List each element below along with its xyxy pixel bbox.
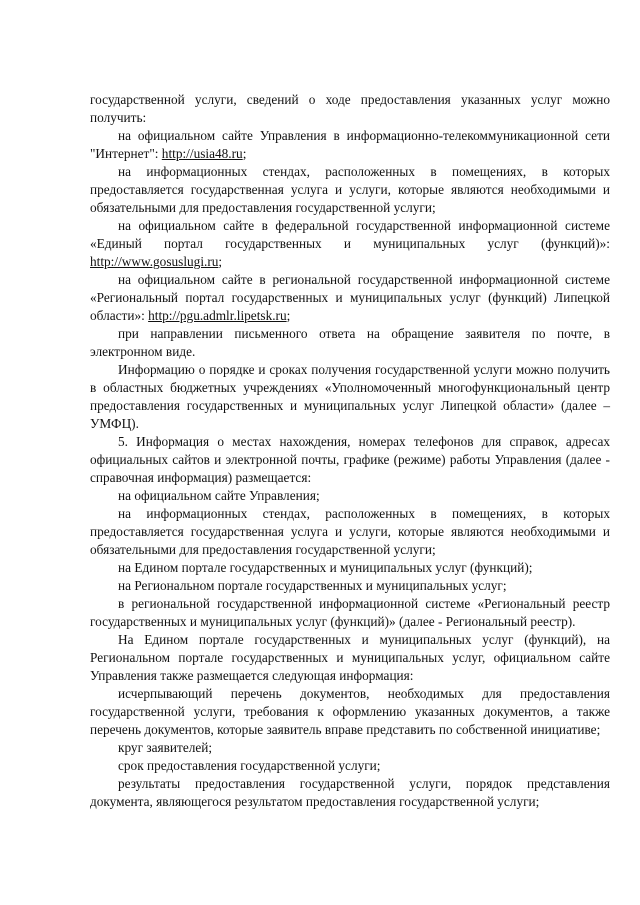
usia48-link[interactable]: http://usia48.ru bbox=[161, 146, 243, 161]
paragraph-text: ; bbox=[242, 146, 247, 161]
paragraph-federal-portal bbox=[90, 217, 610, 271]
paragraph-unified-portal: на Едином портале государственных и муниципальных услуг (функций); bbox=[118, 560, 533, 575]
paragraph-info-stands: на информационных стендах, расположенных в помещениях, в которых предоставляется государственная услуга и услуги, которые являются необходимыми и обязательными для предоставления государственной услуги; bbox=[90, 164, 610, 215]
paragraph-regional-registry: в региональной государственной информационной системе «Региональный реестр государственных и муниципальных услуг (функций)» (далее - Региональный реестр). bbox=[90, 596, 610, 629]
paragraph-official-site bbox=[90, 127, 610, 163]
gosuslugi-link[interactable]: http://www.gosuslugi.ru bbox=[90, 254, 219, 269]
paragraph-umfc: Информацию о порядке и сроках получения государственной услуги можно получить в областных бюджетных учреждениях «Уполномоченный многофункциональный центр предоставления государственных и муниципальных услуг Липецкой области» (далее – УМФЦ). bbox=[90, 362, 610, 431]
paragraph-info-stands-2: на информационных стендах, расположенных в помещениях, в которых предоставляется государственная услуга и услуги, которые являются необходимыми и обязательными для предоставления государственной услуги; bbox=[90, 506, 610, 557]
paragraph-text: на официальном сайте в федеральной государственной информационной системе «Единый портал государственных и муниципальных услуг (функций)»: bbox=[90, 218, 610, 251]
paragraph-regional-portal-short: на Региональном портале государственных и муниципальных услуг; bbox=[118, 578, 507, 593]
paragraph-mail-response: при направлении письменного ответа на обращение заявителя по почте, в электронном виде. bbox=[90, 326, 610, 359]
paragraph-regional-portal bbox=[90, 271, 610, 325]
paragraph-text: ; bbox=[218, 254, 223, 269]
paragraph-portal-info: На Едином портале государственных и муниципальных услуг (функций), на Региональном портале государственных и муниципальных услуг, официальном сайте Управления также размещается следующая информация: bbox=[90, 632, 610, 683]
paragraph-text: ; bbox=[286, 308, 291, 323]
paragraph-section-5: 5. Информация о местах нахождения, номерах телефонов для справок, адресах официальных сайтов и электронной почты, графике (режиме) работы Управления (далее - справочная информация) размещается: bbox=[90, 434, 610, 485]
document-page bbox=[90, 91, 610, 811]
paragraph-text: на официальном сайте Управления в информационно-телекоммуникационной сети "Интернет": bbox=[90, 128, 610, 161]
paragraph-applicants: круг заявителей; bbox=[118, 740, 213, 755]
paragraph-documents-list: исчерпывающий перечень документов, необходимых для предоставления государственной услуги, требования к оформлению указанных документов, а также перечень документов, которые заявитель вправе представить по собственной инициативе; bbox=[90, 686, 610, 737]
pgu-lipetsk-link[interactable]: http://pgu.admlr.lipetsk.ru bbox=[148, 308, 287, 323]
paragraph-official-site-short: на официальном сайте Управления; bbox=[118, 488, 320, 503]
paragraph-intro: государственной услуги, сведений о ходе предоставления указанных услуг можно получить: bbox=[90, 92, 610, 125]
paragraph-service-results: результаты предоставления государственной услуги, порядок представления документа, являющегося результатом предоставления государственной услуги; bbox=[90, 776, 610, 809]
paragraph-service-term: срок предоставления государственной услуги; bbox=[118, 758, 381, 773]
paragraph-text: на официальном сайте в региональной государственной информационной системе «Региональный портал государственных и муниципальных услуг (функций) Липецкой области»: bbox=[90, 272, 610, 323]
